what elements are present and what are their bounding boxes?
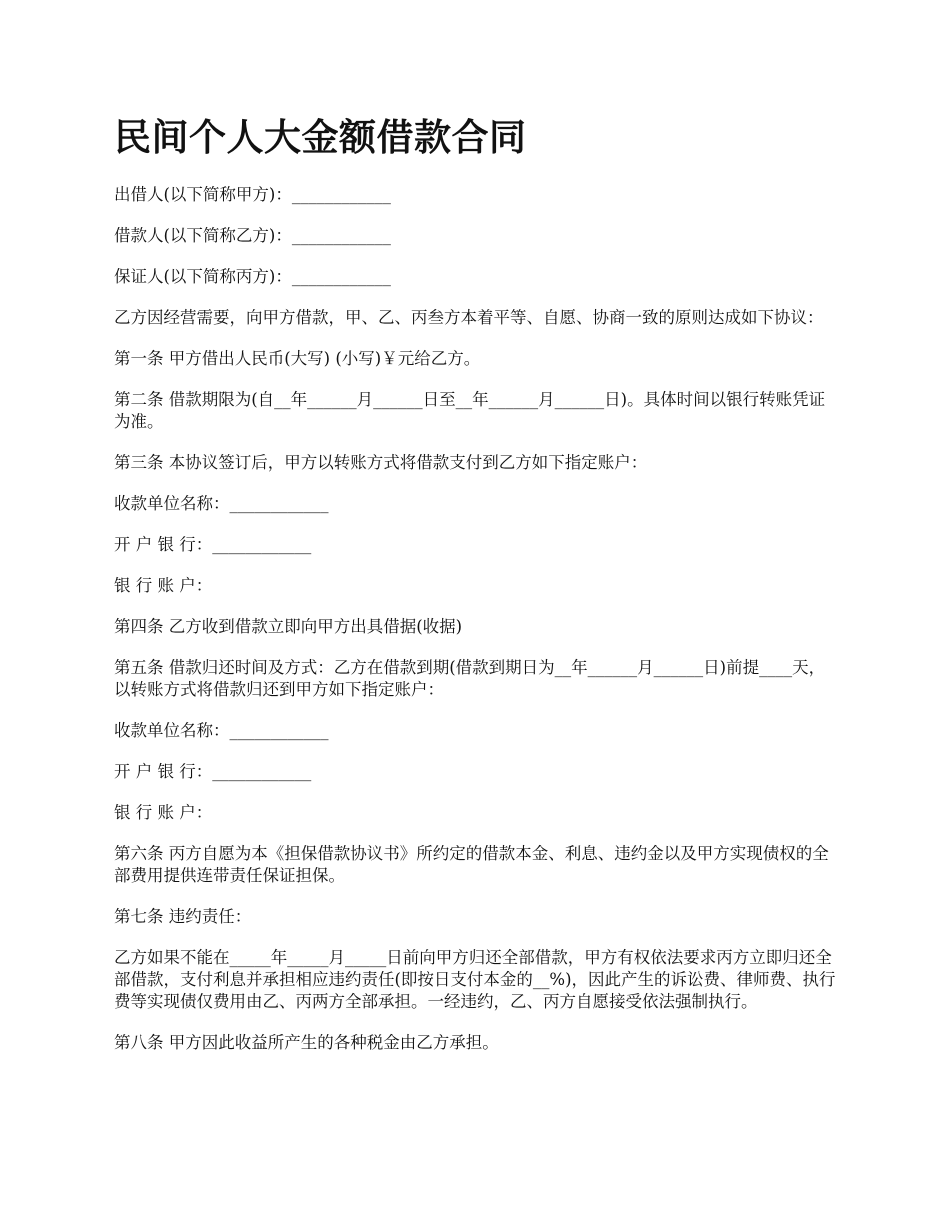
repay-account-line: 银 行 账 户： [114,803,213,822]
contract-page [114,112,840,1073]
article-7: 第七条 违约责任： [114,907,252,926]
receiver-bank-line: 开 户 银 行：____________ [114,535,312,554]
article-5: 第五条 借款归还时间及方式：乙方在借款到期(借款到期日为__年______月______日)前提____天，以转账方式将借款归还到甲方如下指定账户： [114,658,826,699]
repay-bank-line: 开 户 银 行：____________ [114,762,312,781]
article-1: 第一条 甲方借出人民币(大写) (小写)￥元给乙方。 [114,349,481,368]
guarantor-line: 保证人(以下简称丙方)：____________ [114,267,391,286]
article-3: 第三条 本协议签订后，甲方以转账方式将借款支付到乙方如下指定账户： [114,453,648,472]
breach-paragraph: 乙方如果不能在_____年_____月_____日前向甲方归还全部借款，甲方有权依法要求丙方立即归还全部借款，支付利息并承担相应违约责任(即按日支付本金的__%)，因此产生的诉讼费、律师费、执行费等实现债仅费用由乙、丙两方全部承担。一经违约，乙、丙方自愿接受依法强制执行。 [114,948,836,1011]
article-6: 第六条 丙方自愿为本《担保借款协议书》所约定的借款本金、利息、违约金以及甲方实现债权的全部费用提供连带责任保证担保。 [114,844,829,885]
article-8: 第八条 甲方因此收益所产生的各种税金由乙方承担。 [114,1033,499,1052]
repay-name-line: 收款单位名称：____________ [114,721,329,740]
lender-line: 出借人(以下简称甲方)：____________ [114,185,391,204]
borrower-line: 借款人(以下简称乙方)：____________ [114,226,391,245]
receiver-account-line: 银 行 账 户： [114,576,213,595]
article-2: 第二条 借款期限为(自__年______月______日至__年______月______日)。具体时间以银行转账凭证为准。 [114,390,826,431]
document-title: 民间个人大金额借款合同 [114,115,527,159]
article-4: 第四条 乙方收到借款立即向甲方出具借据(收据) [114,617,463,636]
receiver-name-line: 收款单位名称：____________ [114,494,329,513]
preamble-paragraph: 乙方因经营需要，向甲方借款，甲、乙、丙叁方本着平等、自愿、协商一致的原则达成如下协议： [114,308,824,327]
